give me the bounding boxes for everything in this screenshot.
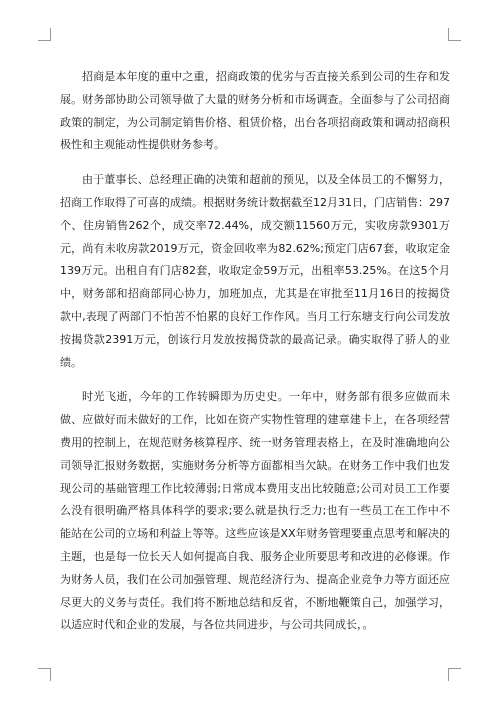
crop-mark-top-left xyxy=(38,28,51,41)
paragraph-investment-policy: 招商是本年度的重中之重，招商政策的优劣与否直接关系到公司的生存和发展。财务部协助公司领导做了大量的财务分析和市场调查。全面参与了公司招商政策的制定，为公司制定销售价格、租赁价格，出台各项招商政策和调动招商积极性和主观能动性提供财务参考。 xyxy=(60,70,450,152)
crop-mark-top-right xyxy=(448,28,461,41)
document-body xyxy=(60,66,450,649)
crop-mark-bottom-left xyxy=(38,668,51,681)
paragraph-year-review: 时光飞逝，今年的工作转瞬即为历史史。一年中，财务部有很多应做而未做、应做好而未做好的工作，比如在资产实物性管理的建章建卡上，在各项经营费用的控制上，在规范财务核算程序、统一财务管理表格上，在及时准确地向公司领导汇报财务数据，实施财务分析等方面都相当欠缺。在财务工作中我们也发现公司的基础管理工作比较薄弱;日常成本费用支出比较随意;公司对员工工作要么没有很明确严格具体科学的要求;要么就是执行乏力;也有一些员工在工作中不能站在公司的立场和利益上等等。这些应该是XX年财务管理要重点思考和解决的主题，也是每一位长天人如何提高自我、服务企业所要思考和改进的必修课。作为财务人员，我们在公司加强管理、规范经济行为、提高企业竞争力等方面还应尽更大的义务与责任。我们将不断地总结和反省，不断地鞭策自己，加强学习，以适应时代和企业的发展，与各位共同进步，与公司共同成长，。 xyxy=(60,390,450,632)
crop-mark-bottom-right xyxy=(448,668,461,681)
paragraph-investment-results: 由于董事长、总经理正确的决策和超前的预见，以及全体员工的不懈努力，招商工作取得了可喜的成绩。根据财务统计数据截至12月31日，门店销售：297个、住房销售262个，成交率72.44%，成交额11560万元，实收房款9301万元，尚有未收房款2019万元，资金回收率为82.62%;预定门店67套，收取定金139万元。出租自有门店82套，收取定金59万元，出租率53.25%。在这5个月中，财务部和招商部同心协力，加班加点，尤其是在审批至11月16日的按揭贷款中,表现了两部门不怕苦不怕累的良好工作作风。当月工行东塘支行向公司发放按揭贷款2391万元，创该行月发放按揭贷款的最高记录。确实取得了骄人的业绩。 xyxy=(60,173,450,369)
